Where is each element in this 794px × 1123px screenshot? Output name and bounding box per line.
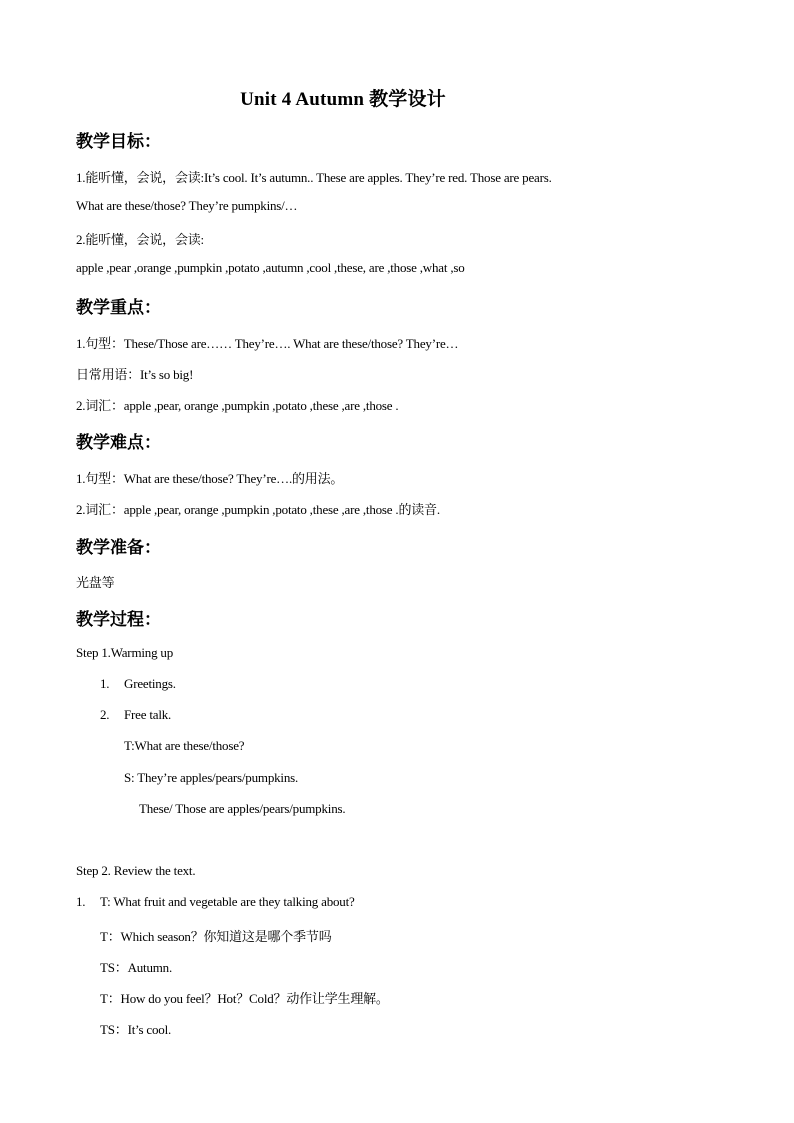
dialogue-line: T：How do you feel？Hot？Cold？动作让学生理解。 (100, 991, 389, 1006)
difficulties-heading: 教学难点： (76, 433, 161, 453)
difficulties-line: 2.词汇：apple ,pear, orange ,pumpkin ,potato ,these ,are ,those .的读音. (76, 502, 440, 517)
step-heading: Step 2. Review the text. (76, 863, 196, 878)
list-number: 1. (76, 894, 86, 909)
dialogue-line: T：Which season？你知道这是哪个季节吗 (100, 929, 332, 944)
key-points-line: 日常用语：It’s so big! (76, 367, 194, 382)
list-number: 2. (100, 707, 110, 722)
process-heading: 教学过程： (76, 610, 161, 630)
difficulties-line: 1.句型：What are these/those? They’re….的用法。 (76, 471, 344, 486)
dialogue-line: TS：Autumn. (100, 960, 173, 975)
document-title: Unit 4 Autumn 教学设计 (240, 89, 446, 110)
key-points-heading: 教学重点： (76, 298, 161, 318)
step-heading: Step 1.Warming up (76, 645, 174, 660)
objectives-line: apple ,pear ,orange ,pumpkin ,potato ,autumn ,cool ,these, are ,those ,what ,so (76, 260, 465, 275)
objectives-line: 1.能听懂，会说，会读:It’s cool. It’s autumn.. These are apples. They’re red. Those are pears. (76, 170, 552, 185)
key-points-line: 1.句型：These/Those are…… They’re…. What are these/those? They’re… (76, 336, 459, 351)
objectives-line: What are these/those? They’re pumpkins/… (76, 198, 298, 213)
objectives-line: 2.能听懂，会说，会读: (76, 232, 204, 247)
preparation-heading: 教学准备： (76, 538, 161, 558)
list-number: 1. (100, 676, 110, 691)
list-item: T: What fruit and vegetable are they talking about? (100, 894, 355, 909)
dialogue-line: TS：It’s cool. (100, 1022, 172, 1037)
dialogue-line: These/ Those are apples/pears/pumpkins. (139, 801, 346, 816)
list-item: Free talk. (124, 707, 172, 722)
dialogue-line: S: They’re apples/pears/pumpkins. (124, 770, 299, 785)
key-points-line: 2.词汇：apple ,pear, orange ,pumpkin ,potato ,these ,are ,those . (76, 398, 399, 413)
preparation-line: 光盘等 (76, 575, 115, 590)
objectives-heading: 教学目标： (76, 132, 161, 152)
dialogue-line: T:What are these/those? (124, 738, 245, 753)
list-item: Greetings. (124, 676, 176, 691)
